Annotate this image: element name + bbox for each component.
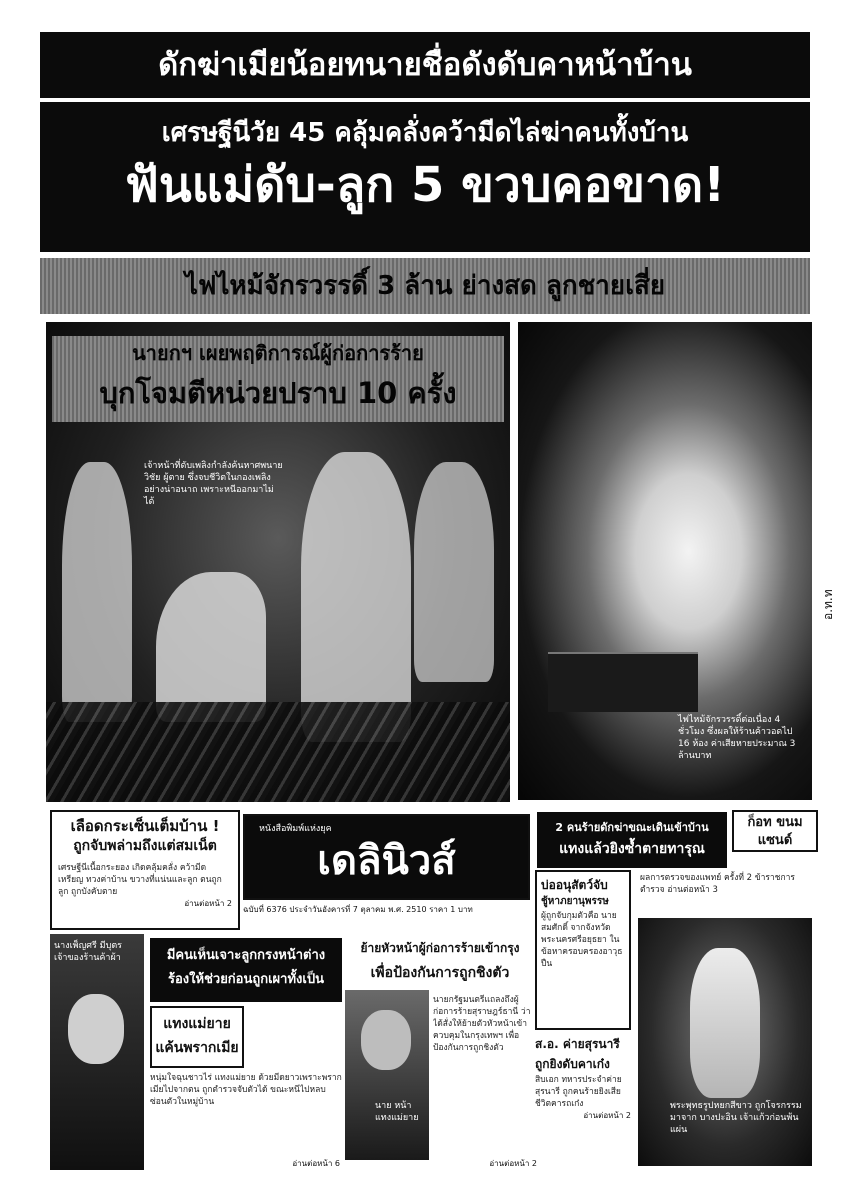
camp-title2: ถูกยิงดับคาเก๋ง xyxy=(535,1057,610,1071)
center-more: อ่านต่อหน้า 6 xyxy=(292,1159,340,1168)
center-headline xyxy=(150,938,342,1002)
fire-building xyxy=(548,652,698,712)
wanted-box xyxy=(535,870,631,1030)
center-box xyxy=(150,1006,244,1068)
center-box-line2: แค้นพรากเมีย xyxy=(155,1040,239,1056)
buddha-caption: พระพุทธรูปหยกสีขาว ถูกโจรกรรมมาจาก บางปะอิน เจ้าแก้วก่อนพ้นแผ่น xyxy=(670,1101,802,1135)
headline-second: เศรษฐีนีวัย 45 คลุ้มคลั่งคว้ามีดไล่ฆ่าคนทั้งบ้าน xyxy=(161,118,689,148)
woman-face xyxy=(68,994,124,1064)
wanted-title: บ่ออนุสัตว์จับ xyxy=(541,878,608,892)
wanted-body: ผู้ถูกจับกุมตัวคือ นายสมศักดิ์ จากจังหวัดพระนครศรีอยุธยา ในข้อหาครอบครองอาวุธปืน xyxy=(541,911,623,969)
man-face xyxy=(361,1010,411,1070)
figure-2 xyxy=(156,572,266,722)
ad-label: ก็อท ขนมแซนด์ xyxy=(747,815,803,848)
woman-caption: นางเพ็ญศรี มีบุตร เจ้าของร้านค้าผ้า xyxy=(54,941,123,963)
photo-story-title xyxy=(52,336,504,422)
camp-more: อ่านต่อหน้า 2 xyxy=(583,1111,631,1120)
center-body: หนุ่มใจฉุนชาวไร่ แทงแม่ยาย ด้วยมีดยาวเพราะพรากเมียไปจากตน ถูกตำรวจจับตัวได้ ขณะหนีไปหลบซ่อนตัวในหมู่บ้าน xyxy=(150,1073,342,1107)
figure-3 xyxy=(301,452,411,742)
figure-1 xyxy=(62,462,132,722)
right-photo-caption: ไฟไหม้จักรวรรดิ์ต่อเนื่อง 4 ชั่วโมง ซึ่งผลให้ร้านค้าวอดไป 16 ห้อง ค่าเสียหายประมาณ 3 ล้านบาท xyxy=(678,715,796,761)
mid-body: นายกรัฐมนตรีแถลงถึงผู้ก่อการร้ายสุราษฎร์ธานี ว่าได้สั่งให้ย้ายตัวหัวหน้าเข้าควบคุมในกรุงเทพฯ เพื่อป้องกันการถูกชิงตัว xyxy=(433,995,531,1053)
debris xyxy=(46,702,510,802)
photo-story-title-line2: บุกโจมตีหน่วยปราบ 10 ครั้ง xyxy=(99,376,457,410)
masthead xyxy=(243,814,530,924)
camp-title1: ส.อ. ค่ายสุรนารี xyxy=(535,1037,620,1051)
right-top-line1: 2 คนร้ายดักฆ่าขณะเดินเข้าบ้าน xyxy=(555,821,709,834)
center-title1: มีคนเห็นเจาะลูกกรงหน้าต่าง xyxy=(166,948,326,963)
right-top-headline xyxy=(537,812,727,868)
left-box-title1: เลือดกระเซ็นเต็มบ้าน ! xyxy=(70,817,220,835)
left-box-more: อ่านต่อหน้า 2 xyxy=(184,899,232,908)
left-box-title2: ถูกจับพล่ามถึงแต่สมเน็ต xyxy=(73,838,217,854)
mid-headline xyxy=(342,936,538,988)
photo-fire xyxy=(518,322,812,800)
woman-photo xyxy=(50,934,144,1170)
masthead-title: เดลินิวส์ xyxy=(317,838,456,884)
right-top-line2: แทงแล้วยิงซ้ำตายทารุณ xyxy=(559,841,705,857)
headline-top: ดักฆ่าเมียน้อยทนายชื่อดังดับคาหน้าบ้าน xyxy=(40,32,810,98)
center-box-line1: แทงแม่ยาย xyxy=(163,1016,231,1032)
headline-main: ฟันแม่ดับ-ลูก 5 ขวบคอขาด! xyxy=(124,157,726,213)
man-caption: นาย หน้า แทงแม่ยาย xyxy=(375,1101,419,1123)
camp-box xyxy=(535,1034,631,1164)
buddha-photo xyxy=(638,918,812,1166)
headline-band: ไฟไหม้จักรวรรดิ์ 3 ล้าน ย่างสด ลูกชายเสี่ย xyxy=(40,258,810,314)
man-photo xyxy=(345,990,429,1160)
wanted-sub: ชู้หาภยานุพรรษ xyxy=(541,896,609,907)
left-box-body: เศรษฐีนีเนื้อกระยอง เกิดคลุ้มคลั่ง คว้ามีด เหรียญ ทวงค่าบ้าน ขวางที่แน่นและลูก ตนถูกลูก ถูกบังคับตาย xyxy=(58,863,222,897)
mid-more: อ่านต่อหน้า 2 xyxy=(489,1159,537,1168)
center-title2: ร้องให้ช่วยก่อนถูกเผาทั้งเป็น xyxy=(168,972,324,987)
right-top-body: ผลการตรวจของแพทย์ ครั้งที่ 2 ข้าราชการตำรวจ อ่านต่อหน้า 3 xyxy=(640,873,795,895)
photo-firefighters xyxy=(46,322,510,802)
buddha-figure xyxy=(690,948,760,1098)
masthead-logo xyxy=(243,814,530,900)
headline-block xyxy=(40,102,810,252)
mid-title2: เพื่อป้องกันการถูกชิงตัว xyxy=(370,965,510,981)
masthead-issue: ฉบับที่ 6376 ประจำวันอังคารที่ 7 ตุลาคม พ.ศ. 2510 ราคา 1 บาท xyxy=(243,905,473,914)
ad-box xyxy=(732,810,818,852)
masthead-tagline: หนังสือพิมพ์แห่งยุค xyxy=(259,824,332,834)
camp-body: สิบเอก ทหารประจำค่ายสุรนารี ถูกคนร้ายยิงเสียชีวิตคารถเก๋ง xyxy=(535,1075,622,1109)
side-code: อ.ท.ท xyxy=(821,589,835,620)
left-photo-caption: เจ้าหน้าที่ดับเพลิงกำลังค้นหาศพนาย วิชัย ผู้ตาย ซึ่งจบชีวิตในกองเพลิงอย่างน่าอนาถ เพราะหนีออกมาไม่ได้ xyxy=(144,461,283,507)
mid-title1: ย้ายหัวหน้าผู้ก่อการร้ายเข้ากรุง xyxy=(360,941,520,955)
photo-story-title-line1: นายกฯ เผยพฤติการณ์ผู้ก่อการร้าย xyxy=(132,341,424,365)
figure-4 xyxy=(414,462,494,682)
left-news-box xyxy=(50,810,240,930)
